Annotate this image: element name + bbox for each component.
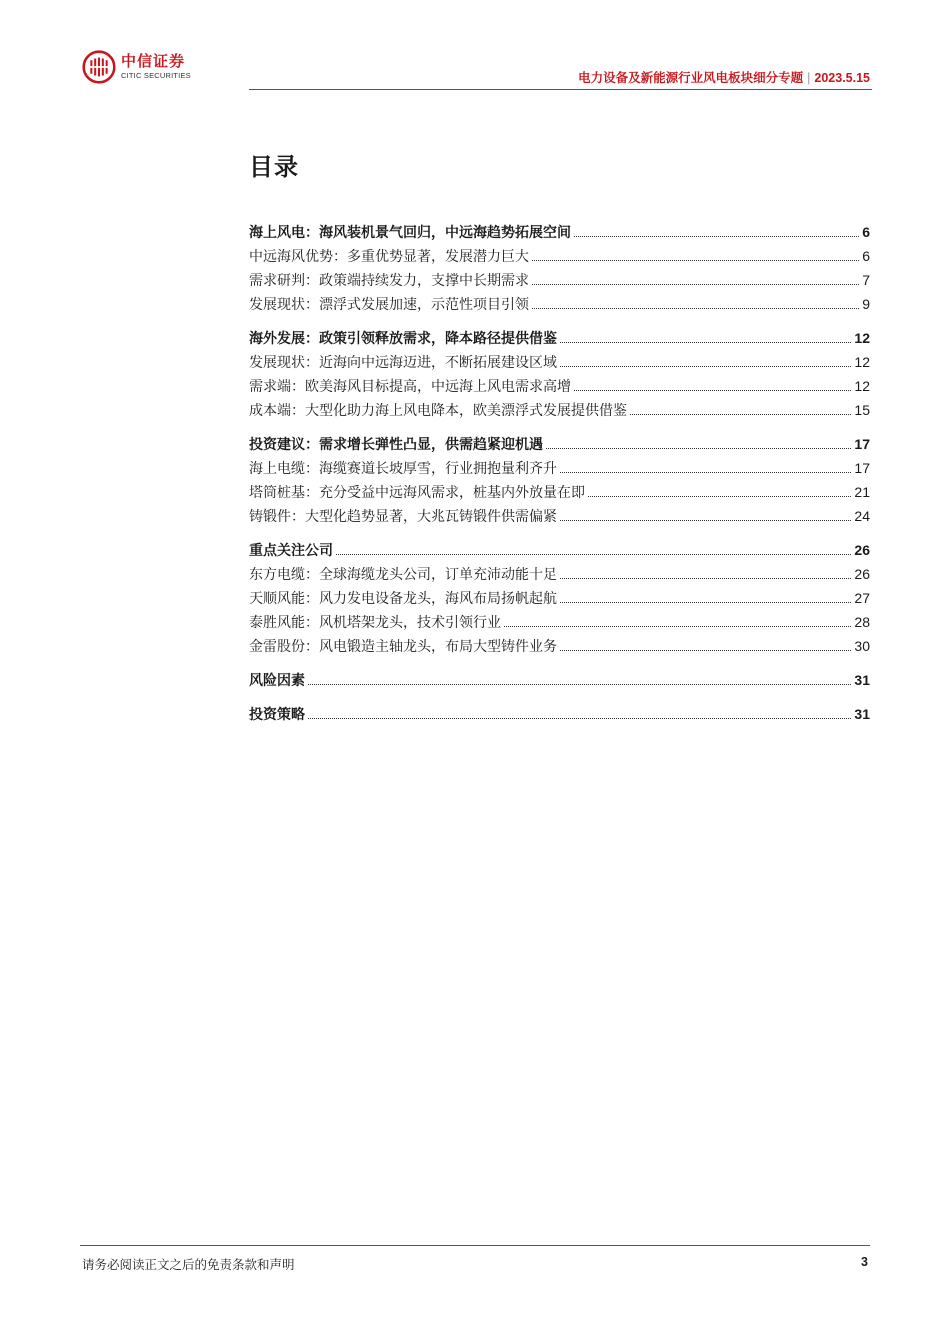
toc-entry-title: 东方电缆：全球海缆龙头公司，订单充沛动能十足 (249, 566, 557, 582)
toc-dot-leader (630, 414, 851, 415)
report-date: 2023.5.15 (814, 71, 870, 85)
logo-chinese-name: 中信证券 (121, 53, 186, 71)
citic-logo (82, 50, 191, 84)
toc-entry-title: 需求研判：政策端持续发力，支撑中长期需求 (249, 272, 529, 288)
toc-entry-title: 塔筒桩基：充分受益中远海风需求，桩基内外放量在即 (249, 484, 585, 500)
toc-entry[interactable] (249, 564, 870, 588)
toc-entry[interactable] (249, 376, 870, 400)
toc-dot-leader (560, 366, 851, 367)
logo-english-name: CITIC SECURITIES (121, 71, 191, 81)
toc-page-number: 27 (854, 590, 870, 606)
toc-entry[interactable] (249, 400, 870, 424)
toc-dot-leader (308, 684, 851, 685)
toc-page-number: 30 (854, 638, 870, 654)
toc-page-number: 6 (862, 248, 870, 264)
toc-page-number: 31 (854, 672, 870, 688)
toc-dot-leader (574, 236, 859, 237)
toc-entry[interactable] (249, 246, 870, 270)
toc-dot-leader (504, 626, 851, 627)
toc-dot-leader (560, 472, 851, 473)
toc-dot-leader (532, 284, 859, 285)
toc-title: 目录 (249, 154, 299, 181)
citic-logo-icon (82, 50, 116, 84)
toc-entry-title: 重点关注公司 (249, 542, 333, 558)
toc-entry-title: 金雷股份：风电锻造主轴龙头，布局大型铸件业务 (249, 638, 557, 654)
toc-section-heading[interactable] (249, 704, 870, 728)
toc-entry-title: 铸锻件：大型化趋势显著，大兆瓦铸锻件供需偏紧 (249, 508, 557, 524)
toc-entry[interactable] (249, 270, 870, 294)
toc-section (249, 328, 870, 424)
toc-entry-title: 泰胜风能：风机塔架龙头，技术引领行业 (249, 614, 501, 630)
toc-page-number: 17 (854, 436, 870, 452)
toc-entry-title: 发展现状：近海向中远海迈进，不断拓展建设区域 (249, 354, 557, 370)
report-header (578, 68, 870, 86)
toc-dot-leader (574, 390, 851, 391)
header-divider (249, 89, 872, 90)
toc-entry-title: 需求端：欧美海风目标提高，中远海上风电需求高增 (249, 378, 571, 394)
toc-section-heading[interactable] (249, 540, 870, 564)
toc-entry-title: 海外发展：政策引领释放需求，降本路径提供借鉴 (249, 330, 557, 346)
toc-entry-title: 投资建议：需求增长弹性凸显，供需趋紧迎机遇 (249, 436, 543, 452)
toc-page-number: 9 (862, 296, 870, 312)
toc-entry[interactable] (249, 588, 870, 612)
toc-section (249, 704, 870, 728)
toc-dot-leader (560, 520, 851, 521)
header-separator: | (807, 71, 811, 85)
page-number: 3 (861, 1255, 868, 1269)
toc-section (249, 670, 870, 694)
table-of-contents (249, 222, 870, 738)
toc-page-number: 28 (854, 614, 870, 630)
toc-dot-leader (546, 448, 851, 449)
toc-dot-leader (588, 496, 851, 497)
toc-entry[interactable] (249, 506, 870, 530)
toc-dot-leader (560, 602, 851, 603)
toc-dot-leader (308, 718, 851, 719)
toc-dot-leader (560, 650, 851, 651)
toc-entry[interactable] (249, 352, 870, 376)
toc-entry-title: 风险因素 (249, 672, 305, 688)
toc-dot-leader (336, 554, 851, 555)
toc-entry-title: 天顺风能：风力发电设备龙头，海风布局扬帆起航 (249, 590, 557, 606)
toc-page-number: 15 (854, 402, 870, 418)
toc-entry-title: 发展现状：漂浮式发展加速，示范性项目引领 (249, 296, 529, 312)
toc-page-number: 26 (854, 566, 870, 582)
toc-page-number: 31 (854, 706, 870, 722)
toc-entry[interactable] (249, 636, 870, 660)
toc-entry-title: 海上电缆：海缆赛道长坡厚雪，行业拥抱量利齐升 (249, 460, 557, 476)
toc-section (249, 222, 870, 318)
toc-page-number: 6 (862, 224, 870, 240)
toc-section (249, 540, 870, 660)
toc-entry[interactable] (249, 294, 870, 318)
toc-section-heading[interactable] (249, 434, 870, 458)
toc-page-number: 12 (854, 354, 870, 370)
toc-page-number: 17 (854, 460, 870, 476)
toc-entry[interactable] (249, 482, 870, 506)
toc-entry-title: 中远海风优势：多重优势显著，发展潜力巨大 (249, 248, 529, 264)
toc-page-number: 21 (854, 484, 870, 500)
toc-page-number: 7 (862, 272, 870, 288)
toc-dot-leader (560, 578, 851, 579)
toc-dot-leader (532, 308, 859, 309)
toc-page-number: 26 (854, 542, 870, 558)
toc-entry[interactable] (249, 458, 870, 482)
toc-entry-title: 海上风电：海风装机景气回归，中远海趋势拓展空间 (249, 224, 571, 240)
toc-section (249, 434, 870, 530)
toc-page-number: 24 (854, 508, 870, 524)
toc-section-heading[interactable] (249, 670, 870, 694)
toc-entry-title: 成本端：大型化助力海上风电降本，欧美漂浮式发展提供借鉴 (249, 402, 627, 418)
footer-divider (80, 1245, 870, 1246)
footer-disclaimer: 请务必阅读正文之后的免责条款和声明 (82, 1258, 295, 1272)
report-title: 电力设备及新能源行业风电板块细分专题 (578, 71, 804, 85)
toc-entry-title: 投资策略 (249, 706, 305, 722)
toc-section-heading[interactable] (249, 328, 870, 352)
toc-dot-leader (560, 342, 851, 343)
toc-page-number: 12 (854, 378, 870, 394)
toc-entry[interactable] (249, 612, 870, 636)
toc-section-heading[interactable] (249, 222, 870, 246)
toc-dot-leader (532, 260, 859, 261)
toc-page-number: 12 (854, 330, 870, 346)
